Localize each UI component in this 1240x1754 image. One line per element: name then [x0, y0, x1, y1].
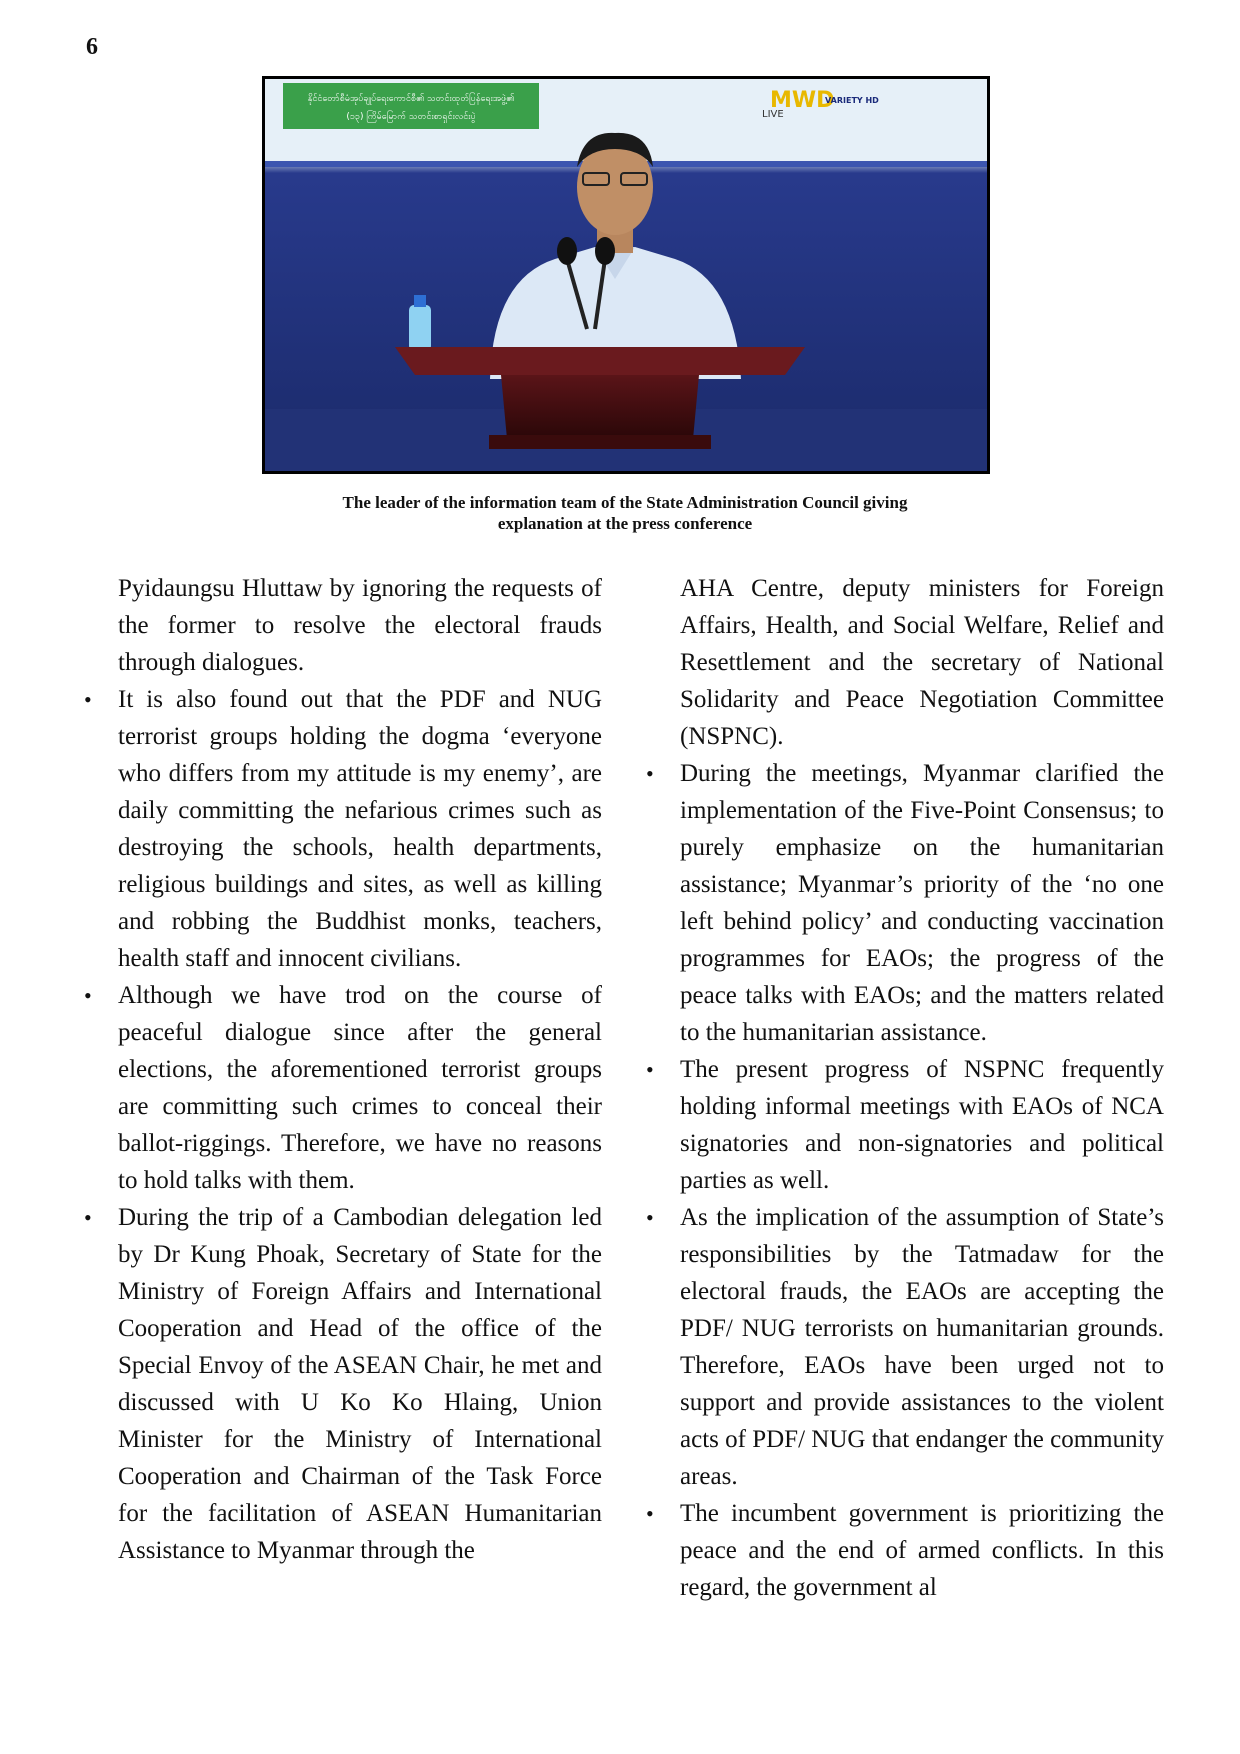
list-item: • The present progress of NSPNC frequently holding informal meetings with EAOs of NCA signatories and non-signatories and political parties as well. — [680, 1051, 1164, 1199]
list-item: • As the implication of the assumption of State’s responsibilities by the Tatmadaw for the electoral frauds, the EAOs are accepting the PDF/ NUG terrorists on humanitarian grounds. Therefore, EAOs have been urged not to support and provide assistances to the violent acts of PDF/ NUG that endanger the community areas. — [680, 1199, 1164, 1495]
left-continuation-text: Pyidaungsu Hluttaw by ignoring the requests of the former to resolve the electoral frauds through dialogues. — [118, 575, 602, 676]
channel-logo: MWD — [770, 88, 835, 113]
list-item: • Although we have trod on the course of peaceful dialogue since after the general elections, the aforementioned terrorist groups are committing such crimes to conceal their ballot-riggings. Therefore, we have no reasons to hold talks with them. — [118, 977, 602, 1199]
caption-line1: The leader of the information team of the State Administration Council giving — [342, 493, 908, 512]
list-item: • It is also found out that the PDF and NUG terrorist groups holding the dogma ‘everyone who differs from my attitude is my enemy’, are daily committing the nefarious crimes such as destroying the schools, health departments, religious buildings and sites, as well as killing and robbing the Buddhist monks, teachers, health staff and innocent civilians. — [118, 681, 602, 977]
channel-tag: VARIETY HD — [825, 96, 879, 105]
photo-banner-line2: (၁၃) ကြိမ်မြောက် သတင်းစာရှင်းလင်းပွဲ — [346, 112, 476, 122]
caption-line2: explanation at the press conference — [497, 514, 753, 533]
press-conference-photo — [262, 76, 990, 474]
right-bullet-list — [680, 755, 1164, 1606]
photo-banner-line1: နိုင်ငံတော်စီမံအုပ်ချုပ်ရေးကောင်စီ၏ သတင်းထုတ်ပြန်ရေးအဖွဲ့၏ — [307, 94, 515, 104]
list-item: • During the trip of a Cambodian delegation led by Dr Kung Phoak, Secretary of State for the Ministry of Foreign Affairs and International Cooperation and Head of the office of the Special Envoy of the ASEAN Chair, he met and discussed with U Ko Ko Hlaing, Union Minister for the Ministry of International Cooperation and Chairman of the Task Force for the facilitation of ASEAN Humanitarian Assistance to Myanmar through the — [118, 1199, 602, 1569]
left-bullet-list — [118, 681, 602, 1569]
left-column — [118, 570, 602, 1569]
right-continuation-text: AHA Centre, deputy ministers for Foreign Affairs, Health, and Social Welfare, Relief and Resettlement and the secretary of National Solidarity and Peace Negotiation Committee (NSPNC). — [680, 575, 1164, 750]
channel-live: LIVE — [762, 109, 784, 120]
right-column — [680, 570, 1164, 1606]
list-item: • During the meetings, Myanmar clarified the implementation of the Five-Point Consensus; to purely emphasize on the humanitarian assistance; Myanmar’s priority of the ‘no one left behind policy’ and conducting vaccination programmes for EAOs; the progress of the peace talks with EAOs; and the matters related to the humanitarian assistance. — [680, 755, 1164, 1051]
page-number: 6 — [86, 34, 98, 60]
photo-caption — [240, 492, 1010, 534]
list-item: • The incumbent government is prioritizing the peace and the end of armed conflicts. In this regard, the government al — [680, 1495, 1164, 1606]
photo-illustration — [265, 79, 987, 471]
